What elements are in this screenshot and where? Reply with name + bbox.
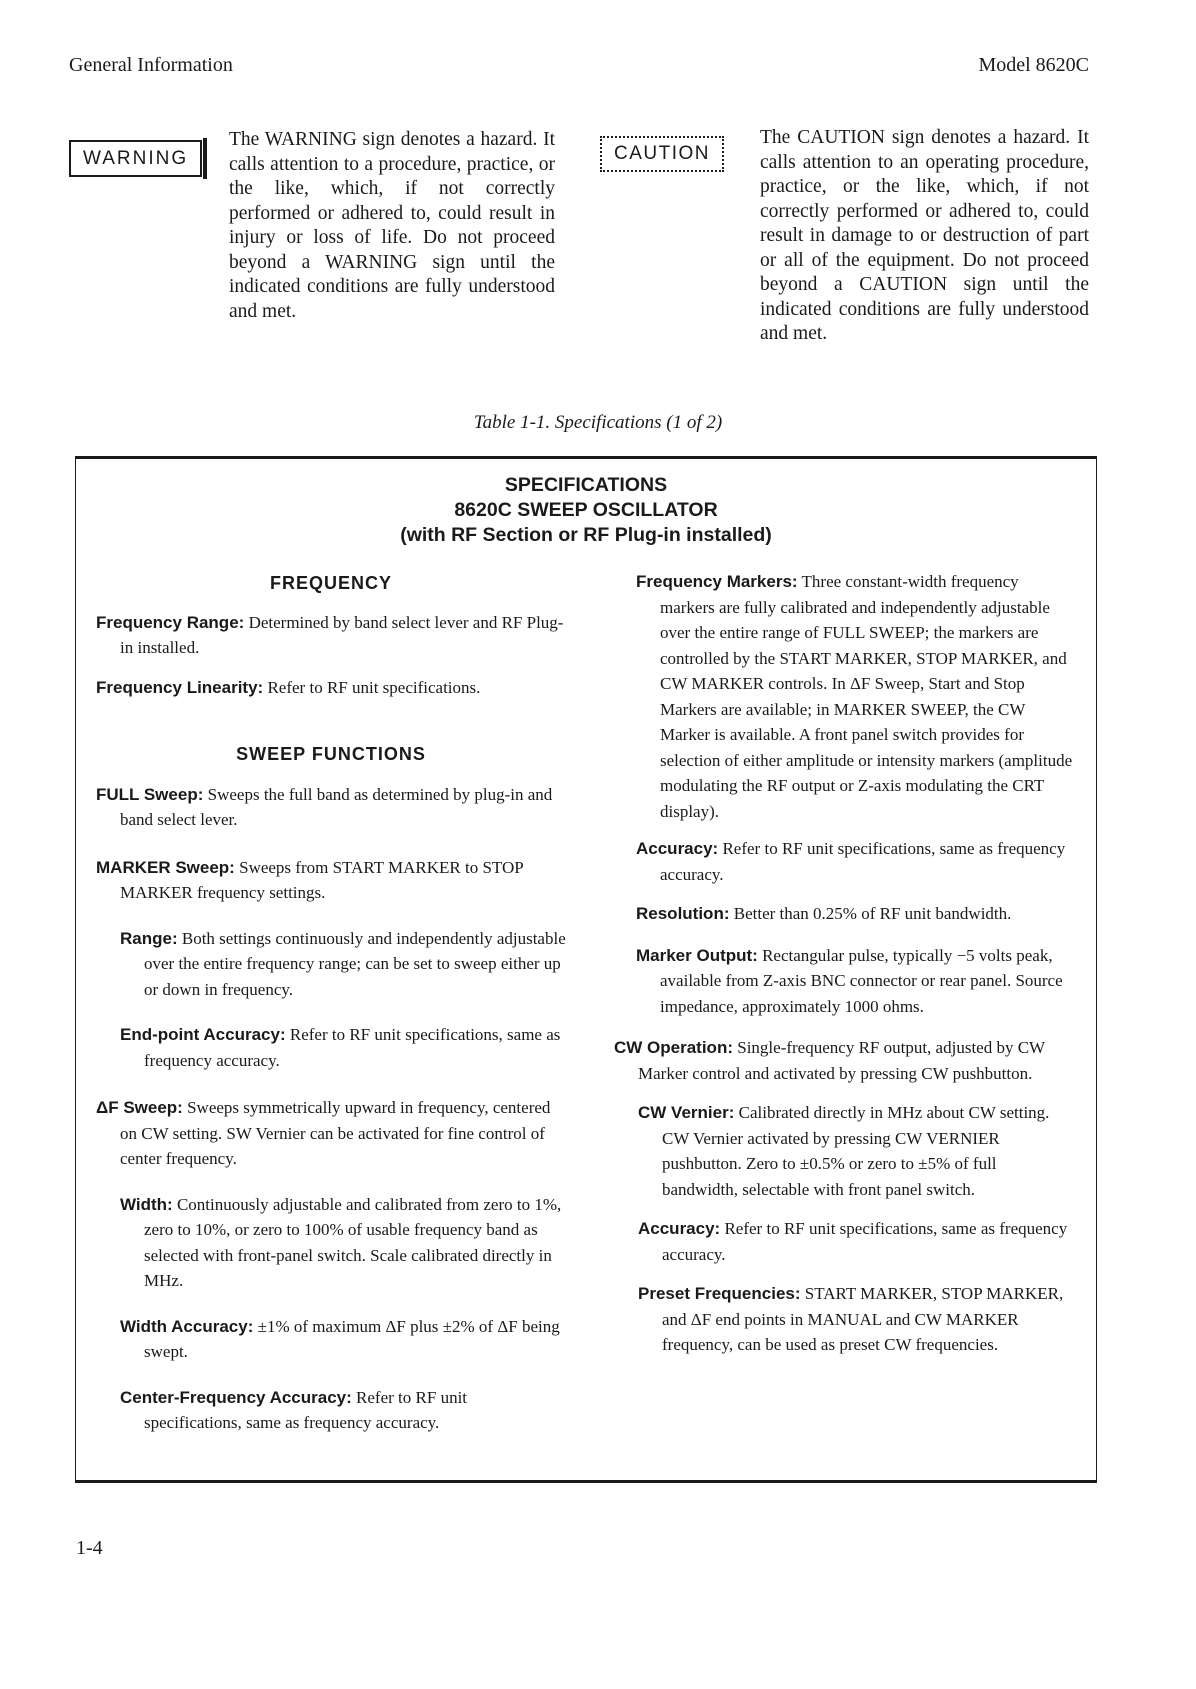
label: Frequency Linearity: <box>96 677 264 697</box>
label: Accuracy: <box>638 1219 721 1238</box>
value: Continuously adjustable and calibrated from zero to 1%, zero to 10%, or zero to 100% of usable frequency band as selected with front-panel switch. Scale calibrated directly in MHz. <box>144 1194 562 1290</box>
running-header-left: General Information <box>69 54 233 76</box>
label: Width Accuracy: <box>120 1316 254 1336</box>
value: Single-frequency RF output, adjusted by CW Marker control and activated by pressing CW pushbutton. <box>638 1038 1045 1083</box>
value: Refer to RF unit specifications, same as frequency accuracy. <box>144 1025 561 1070</box>
section-sweep-functions: SWEEP FUNCTIONS <box>236 744 426 764</box>
spec-full-sweep <box>96 782 566 833</box>
page-number: 1-4 <box>76 1537 103 1559</box>
spec-frequency-markers <box>636 569 1076 824</box>
warning-text: The WARNING sign denotes a hazard. It calls attention to a procedure, practice, or the like, which, if not correctly performed or adhered to, could result in injury or loss of life. Do not proceed beyond a WARNING sign until the indicated conditions are fully understood and met. <box>229 129 555 322</box>
label: Resolution: <box>636 904 730 923</box>
label: CW Vernier: <box>638 1103 735 1122</box>
spec-preset-frequencies <box>638 1281 1076 1358</box>
spec-cw-accuracy <box>638 1216 1076 1267</box>
value: Calibrated directly in MHz about CW setting. CW Vernier activated by pressing CW VERNIER pushbutton. Zero to ±0.5% or zero to ±5% of full bandwidth, selectable with front panel switch. <box>662 1103 1050 1199</box>
spec-endpoint-accuracy <box>120 1022 566 1073</box>
value: Three constant-width frequency markers are fully calibrated and independently adjustable over the entire range of FULL SWEEP; the markers are controlled by the START MARKER, STOP MARKER, and CW MARKER controls. In ΔF Sweep, Start and Stop Markers are available; in MARKER SWEEP, the CW Marker is available. A front panel switch provides for selection of either amplitude or intensity markers (amplitude modulating the RF output or Z-axis modulating the CRT display). <box>660 572 1073 821</box>
spec-marker-sweep <box>96 855 566 906</box>
label: FULL Sweep: <box>96 784 204 804</box>
caution-label: CAUTION <box>614 143 710 164</box>
label: Preset Frequencies: <box>638 1284 801 1303</box>
value: START MARKER, STOP MARKER, and ΔF end points in MANUAL and CW MARKER frequency, can be used as preset CW frequencies. <box>662 1284 1064 1354</box>
value: Rectangular pulse, typically −5 volts peak, available from Z-axis BNC connector or rear panel. Source impedance, approximately 1000 ohms. <box>660 945 1063 1016</box>
spec-frequency-linearity <box>96 675 566 701</box>
label: Width: <box>120 1194 173 1214</box>
running-header-right: Model 8620C <box>978 54 1089 76</box>
value: Refer to RF unit specifications, same as frequency accuracy. <box>660 839 1066 884</box>
spec-frequency-range <box>96 610 566 661</box>
spec-marker-output <box>636 943 1076 1020</box>
label: Frequency Markers: <box>636 572 798 591</box>
spec-center-frequency-accuracy <box>120 1385 566 1436</box>
value: Better than 0.25% of RF unit bandwidth. <box>733 904 1012 923</box>
value: ±1% of maximum ΔF plus ±2% of ΔF being swept. <box>144 1316 560 1361</box>
spec-width-accuracy <box>120 1314 566 1365</box>
label: End-point Accuracy: <box>120 1025 286 1044</box>
value: Both settings continuously and independently adjustable over the entire frequency range; can be set to sweep either up or down in frequency. <box>144 928 566 999</box>
table-caption: Table 1-1. Specifications (1 of 2) <box>473 412 723 433</box>
value: Refer to RF unit specifications. <box>267 677 481 697</box>
value: Determined by band select lever and RF Plug-in installed. <box>120 612 564 657</box>
value: Refer to RF unit specifications, same as frequency accuracy. <box>144 1387 468 1432</box>
label: Accuracy: <box>636 839 719 858</box>
value: Sweeps from START MARKER to STOP MARKER frequency settings. <box>120 857 524 902</box>
spec-cw-operation <box>614 1035 1076 1086</box>
heading-specifications: SPECIFICATIONS <box>504 474 668 496</box>
spec-width <box>120 1192 566 1294</box>
spec-cw-vernier <box>638 1100 1076 1202</box>
caution-sign <box>600 136 724 172</box>
label: MARKER Sweep: <box>96 857 235 877</box>
value: Sweeps symmetrically upward in frequency, centered on CW setting. SW Vernier can be activated for fine control of center frequency. <box>120 1098 551 1168</box>
label: Range: <box>120 928 178 948</box>
spec-resolution <box>636 901 1076 927</box>
spec-delta-f-sweep <box>96 1095 566 1172</box>
label: Marker Output: <box>636 945 758 965</box>
caution-text: The CAUTION sign denotes a hazard. It calls attention to an operating procedure, practice, or the like, which, if not correctly performed or adhered to, could result in damage to or destruction of part or all of the equipment. Do not proceed beyond a CAUTION sign until the indicated conditions are fully understood and met. <box>760 127 1089 344</box>
right-column <box>614 569 1076 1358</box>
spec-marker-accuracy <box>636 836 1076 887</box>
section-frequency: FREQUENCY <box>269 573 392 593</box>
value: Sweeps the full band as determined by plug-in and band select lever. <box>120 784 553 829</box>
label: Frequency Range: <box>96 612 245 632</box>
label: CW Operation: <box>614 1038 733 1057</box>
heading-model: 8620C SWEEP OSCILLATOR <box>454 499 718 521</box>
warning-sign <box>69 140 202 177</box>
label: Center-Frequency Accuracy: <box>120 1387 352 1407</box>
warning-label: WARNING <box>83 148 189 169</box>
heading-subtitle: (with RF Section or RF Plug-in installed) <box>400 524 772 546</box>
spec-range <box>120 926 566 1003</box>
specifications-table <box>75 456 1097 1483</box>
value: Refer to RF unit specifications, same as frequency accuracy. <box>662 1219 1068 1264</box>
label: ΔF Sweep: <box>96 1098 183 1117</box>
left-column <box>96 571 566 1436</box>
table-heading <box>76 473 1096 548</box>
